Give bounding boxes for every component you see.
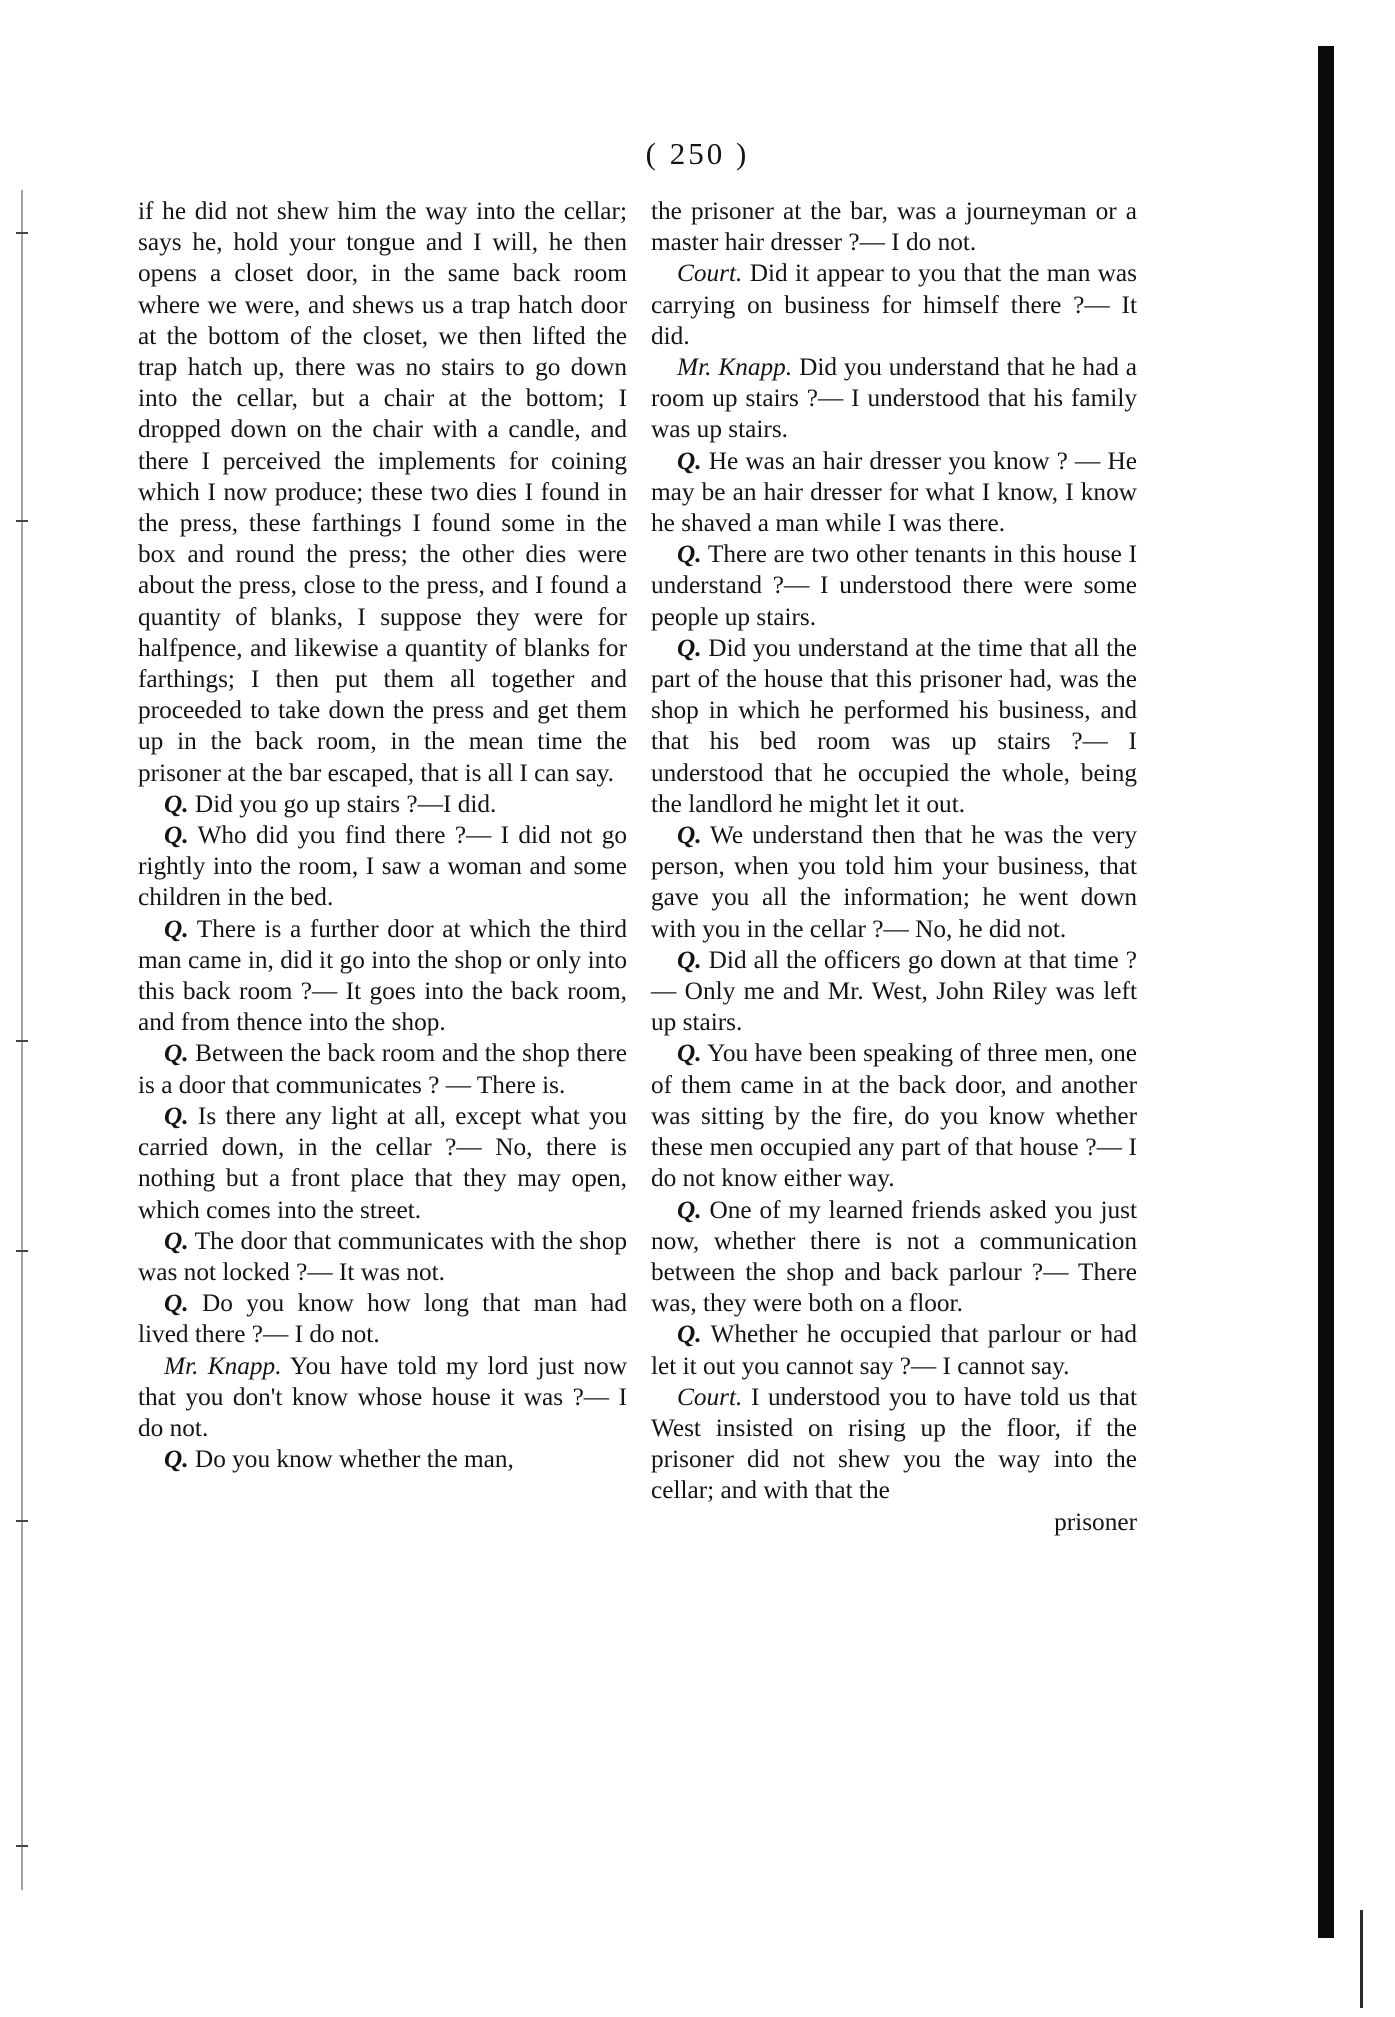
paragraph bbox=[651, 258, 1137, 352]
question-marker: Q. bbox=[164, 1226, 189, 1255]
binding-mark bbox=[16, 1845, 28, 1847]
catchword: prisoner bbox=[1054, 1507, 1137, 1536]
paragraph-text: We understand then that he was the very person, when you told him your business, that gave you all the information; he went down with you in the cellar ?— No, he did not. bbox=[651, 821, 1137, 943]
question-marker: Q. bbox=[164, 1445, 189, 1474]
paragraph bbox=[651, 196, 1137, 258]
paragraph bbox=[138, 1288, 627, 1350]
question-marker: Q. bbox=[677, 633, 702, 662]
binding-mark bbox=[16, 1040, 28, 1042]
paragraph-text: Whether he occupied that parlour or had let it out you cannot say ?— I cannot say. bbox=[651, 1320, 1137, 1380]
question-marker: Q. bbox=[164, 1289, 189, 1318]
paragraph bbox=[138, 820, 627, 914]
paragraph-text: Between the back room and the shop there is a door that communicates ? — There is. bbox=[138, 1039, 627, 1099]
paragraph bbox=[651, 539, 1137, 633]
paragraph bbox=[651, 1319, 1137, 1381]
question-marker: Q. bbox=[677, 446, 702, 475]
paragraph-text: Do you know how long that man had lived there ?— I do not. bbox=[138, 1289, 627, 1349]
right-column bbox=[651, 196, 1137, 1538]
paragraph bbox=[138, 914, 627, 1039]
paragraph bbox=[651, 820, 1137, 945]
paragraph bbox=[651, 633, 1137, 820]
question-marker: Q. bbox=[164, 821, 189, 850]
speaker-name: Court. bbox=[677, 1382, 743, 1411]
paragraph bbox=[138, 1351, 627, 1445]
paragraph bbox=[651, 1382, 1137, 1507]
paragraph-text: The door that communicates with the shop was not locked ?— It was not. bbox=[138, 1226, 628, 1286]
paragraph-text: One of my learned friends asked you just now, whether there is not a communication between the shop and back parlour ?— There was, they were both on a floor. bbox=[651, 1195, 1137, 1318]
paragraph-text: Is there any light at all, except what you carried down, in the cellar ?— No, there is nothing but a front place that they may open, which comes into the street. bbox=[138, 1101, 627, 1224]
paragraph-text: Did you understand at the time that all the part of the house that this prisoner had, was the shop in which he performed his business, and that his bed room was up stairs ?— I understood that he occupied the whole, being the landlord he might let it out. bbox=[651, 633, 1137, 818]
paragraph-text: You have been speaking of three men, one of them came in at the back door, and another was sitting by the fire, do you know whether these men occupied any part of that house ?— I do not know either way. bbox=[651, 1039, 1137, 1193]
paragraph bbox=[138, 196, 627, 789]
page-edge-mark bbox=[1360, 1910, 1363, 2008]
question-marker: Q. bbox=[164, 1039, 189, 1068]
paragraph-text: Did you understand that he had a room up stairs ?— I understood that his family was up stairs. bbox=[651, 353, 1137, 444]
page-number: ( 250 ) bbox=[645, 136, 750, 171]
binding-mark bbox=[16, 520, 28, 522]
speaker-name: Mr. Knapp. bbox=[677, 353, 793, 382]
paragraph bbox=[651, 1038, 1137, 1194]
paragraph bbox=[138, 789, 627, 820]
paragraph bbox=[138, 1444, 627, 1475]
question-marker: Q. bbox=[677, 540, 702, 569]
paragraph-text: He was an hair dresser you know ? — He may be an hair dresser for what I know, I know he shaved a man while I was there. bbox=[651, 446, 1137, 538]
page-edge-shadow bbox=[1318, 46, 1334, 1938]
binding-mark bbox=[16, 1250, 28, 1252]
question-marker: Q. bbox=[677, 1195, 702, 1224]
paragraph bbox=[138, 1226, 627, 1288]
paragraph-text: Do you know whether the man, bbox=[194, 1445, 514, 1474]
paragraph-text: Did all the officers go down at that time ?— Only me and Mr. West, John Riley was left up stairs. bbox=[651, 945, 1137, 1037]
paragraph-text: I understood you to have told us that West insisted on rising up the floor, if the prisoner did not shew you the way into the cellar; and with that the bbox=[651, 1382, 1137, 1505]
paragraph bbox=[138, 1101, 627, 1226]
question-marker: Q. bbox=[677, 1320, 702, 1349]
left-column bbox=[138, 196, 627, 1475]
question-marker: Q. bbox=[677, 945, 702, 974]
paragraph-text: There is a further door at which the third man came in, did it go into the shop or only into this back room ?— It goes into the back room, and from thence into the shop. bbox=[138, 914, 627, 1037]
question-marker: Q. bbox=[164, 1101, 189, 1130]
paragraph bbox=[651, 1195, 1137, 1320]
paragraph-text: You have told my lord just now that you don't know whose house it was ?— I do not. bbox=[138, 1351, 627, 1442]
question-marker: Q. bbox=[677, 1039, 702, 1068]
question-marker: Q. bbox=[164, 789, 189, 818]
paragraph bbox=[138, 1038, 627, 1100]
paragraph-text: if he did not shew him the way into the cellar; says he, hold your tongue and I will, he then opens a closet door, in the same back room where we were, and shews us a trap hatch door at the bottom of the closet, we then lifted the trap hatch up, there was no stairs to go down into the cellar, but a chair at the bottom; I dropped down on the chair with a candle, and there I perceived the implements for coining which I now produce; these two dies I found in the press, these farthings I found some in the box and round the press; the other dies were about the press, close to the press, and I found a quantity of blanks, I suppose they were for halfpence, and likewise a quantity of blanks for farthings; I then put them all together and proceeded to take down the press and get them up in the back room, in the mean time the prisoner at the bar escaped, that is all I can say. bbox=[138, 197, 627, 787]
binding-mark bbox=[16, 1520, 28, 1522]
paragraph-text: Did you go up stairs ?—I did. bbox=[194, 789, 497, 818]
speaker-name: Court. bbox=[677, 259, 743, 288]
paragraph bbox=[651, 945, 1137, 1039]
binding-mark bbox=[16, 232, 28, 234]
paragraph bbox=[651, 352, 1137, 446]
paragraph-text: the prisoner at the bar, was a journeyman or a master hair dresser ?— I do not. bbox=[651, 197, 1137, 257]
paragraph-text: There are two other tenants in this house I understand ?— I understood there were some people up stairs. bbox=[651, 540, 1137, 631]
question-marker: Q. bbox=[677, 821, 702, 850]
question-marker: Q. bbox=[164, 914, 189, 943]
paragraph-text: Did it appear to you that the man was carrying on business for himself there ?— It did. bbox=[651, 259, 1138, 350]
paragraph-text: Who did you find there ?— I did not go rightly into the room, I saw a woman and some children in the bed. bbox=[138, 821, 627, 912]
speaker-name: Mr. Knapp. bbox=[164, 1351, 282, 1380]
paragraph bbox=[651, 446, 1137, 540]
